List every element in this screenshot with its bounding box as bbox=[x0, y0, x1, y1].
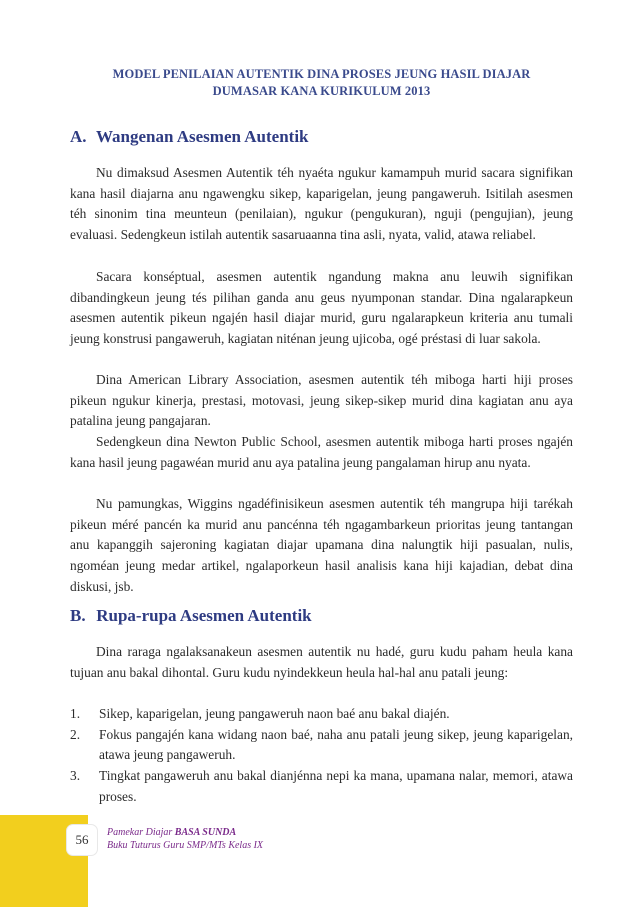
header-line-1: MODEL PENILAIAN AUTENTIK DINA PROSES JEUNG HASIL DIAJAR bbox=[112, 67, 531, 81]
section-b-heading bbox=[70, 606, 573, 626]
section-a-heading bbox=[70, 127, 573, 147]
section-a-title: Wangenan Asesmen Autentik bbox=[95, 127, 309, 146]
list-item-marker: 1. bbox=[70, 706, 81, 721]
section-a-number: A. bbox=[70, 127, 87, 146]
section-b-title: Rupa-rupa Asesmen Autentik bbox=[96, 606, 312, 625]
list-item-marker: 2. bbox=[70, 726, 81, 742]
list-item bbox=[70, 725, 573, 766]
section-a-paragraph-2: Sacara konséptual, asesmen autentik ngandung makna anu leuwih signifikan dibandingkeun jeung tés pilihan ganda anu geus nyumponan standar. Dina ngalarapkeun asesmen autentik pikeun ngajén hasil diajar murid, guru ngalarapkeun kriteria anu tumali jeung konstrusi pangaweruh, kagiatan niténan jeung ujicoba, ogé préstasi di luar sakola. bbox=[70, 269, 573, 347]
section-b-number: B. bbox=[70, 606, 86, 625]
section-b-list bbox=[70, 704, 573, 808]
section-a-paragraph-4: Sedengkeun dina Newton Public School, asesmen autentik miboga harti proses ngajén kana hasil jeung pagawéan murid anu aya patalina jeung pangalaman hirup anu nyata. bbox=[70, 434, 573, 470]
list-item bbox=[70, 766, 573, 807]
section-a-paragraph-3: Dina American Library Association, asesmen autentik téh miboga harti hiji proses pikeun ngukur kinerja, prestasi, motovasi, jeung sikep-sikep murid dina kagiatan anu aya patalina jeung pangajaran. bbox=[70, 372, 573, 429]
section-a-paragraph-1: Nu dimaksud Asesmen Autentik téh nyaéta ngukur kamampuh murid sacara signifikan kana hasil diajarna anu ngawengku sikep, kaparigelan, jeung pangaweruh. Isitilah asesmen téh sinonim tina meunteun (penilaian), ngukur (pengukuran), nguji (pengujian), jeung evaluasi. Sedengkeun istilah autentik sasaruaanna tina asli, nyata, valid, atawa reliabel. bbox=[70, 165, 573, 243]
footer-book-info bbox=[107, 826, 263, 852]
footer-series-label: Pamekar Diajar bbox=[107, 827, 175, 838]
section-b-intro: Dina raraga ngalaksanakeun asesmen autentik nu hadé, guru kudu paham heula kana tujuan anu bakal dihontal. Guru kudu nyindekkeun heula hal-hal anu patali jeung: bbox=[70, 644, 573, 680]
page-number: 56 bbox=[66, 824, 98, 856]
footer-subject: BASA SUNDA bbox=[174, 827, 237, 838]
footer-line-2: Buku Tuturus Guru SMP/MTs Kelas IX bbox=[107, 840, 264, 851]
list-item-text: Fokus pangajén kana widang naon baé, naha anu patali jeung sikep, jeung kaparigelan, atawa jeung pangaweruh. bbox=[99, 726, 573, 763]
list-item-marker: 3. bbox=[70, 768, 81, 784]
page-header bbox=[70, 66, 573, 100]
list-item-text: Tingkat pangaweruh anu bakal dianjénna nepi ka mana, upamana nalar, memori, atawa proses. bbox=[99, 768, 573, 804]
footer-line-1 bbox=[107, 826, 263, 839]
list-item-text: Sikep, kaparigelan, jeung pangaweruh naon baé anu bakal diajén. bbox=[99, 706, 450, 721]
header-line-2: DUMASAR KANA KURIKULUM 2013 bbox=[212, 84, 431, 98]
list-item bbox=[70, 704, 573, 725]
section-a-paragraph-5: Nu pamungkas, Wiggins ngadéfinisikeun asesmen autentik téh mangrupa hiji tarékah pikeun méré pancén ka murid anu pancénna téh ngagambarkeun prioritas jeung tantangan anu kapanggih sajeroning kagiatan diajar upamana dina nalungtik hiji pasualan, nulis, ngoméan jeung medar artikel, ngalaporkeun hasil analisis kana hiji kajadian, debat dina diskusi, jsb. bbox=[70, 496, 573, 594]
